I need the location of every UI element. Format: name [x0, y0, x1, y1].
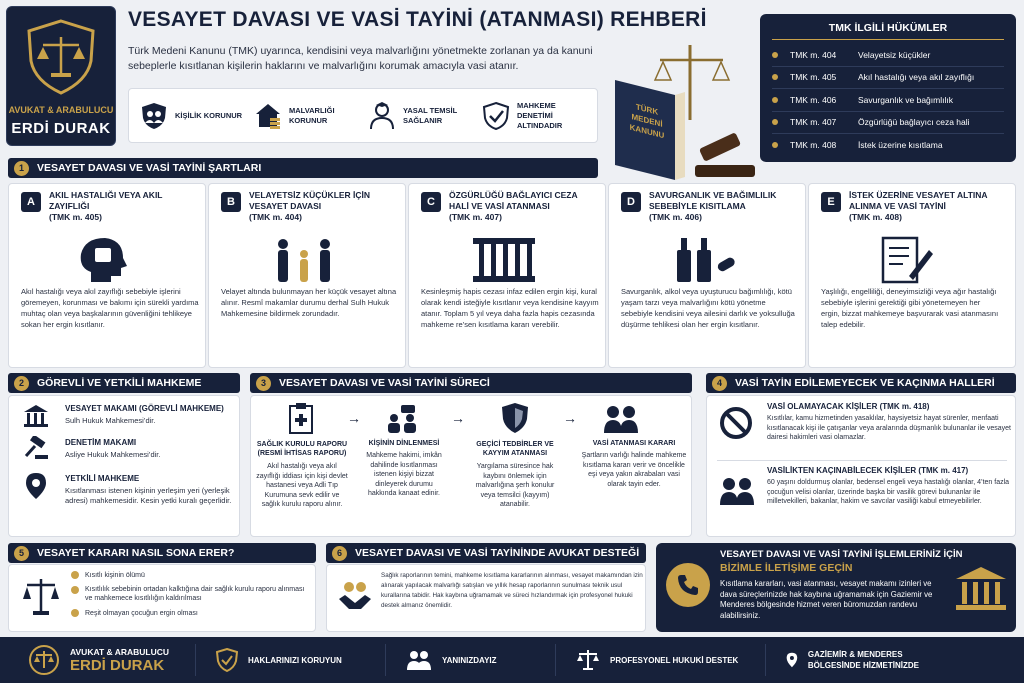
brand-line1: AVUKAT & ARABULUCU: [8, 105, 114, 115]
step-title: KİŞİNİN DİNLENMESİ: [368, 440, 440, 447]
law-book-illustration: [605, 40, 755, 185]
exclusion-title: VASİLİKTEN KAÇINABİLECEK KİŞİLER (TMK m. 417): [767, 466, 969, 475]
medical-report-icon: [287, 402, 315, 434]
shield-people-icon: [139, 101, 169, 131]
family-icon: [269, 236, 339, 284]
step-title: GEÇİCİ TEDBİRLER VE KAYYIM ATANMASI: [476, 441, 554, 457]
section-title: VESAYET KARARI NASIL SONA ERER?: [37, 547, 235, 559]
people-chat-icon: [385, 404, 421, 434]
card-title: İSTEK ÜZERİNE VESAYET ALTINA ALINMA VE VASİ TAYİNİ: [849, 190, 988, 211]
head-puzzle-icon: [69, 236, 139, 284]
intro-text: Türk Medeni Kanunu (TMK) uyarınca, kendisini veya malvarlığını yönetmekte zorlanan ya da kanuni sebeplerle kısıtlanan kişilerin haklarını ve malvarlığını korumak amacıyla vasi atanır.: [128, 45, 593, 72]
court-title: DENETİM MAKAMI: [65, 438, 137, 447]
section-number: 5: [14, 546, 29, 561]
card-text: Savurganlık, alkol veya uyuşturucu bağımlılığı, kötü yaşam tarzı veya malvarlığını kötü yönetme sebebiyle kendisini veya ailesini darlık ve yoksulluğa düşürme tehlikesi olan her ergin kısıtlanır.: [621, 287, 795, 329]
tmk-article: TMK m. 407: [790, 117, 837, 128]
brand-line2: ERDİ DURAK: [11, 120, 111, 137]
badge-label: MAHKEME DENETİMİ ALTINDADIR: [517, 100, 563, 130]
card-ref: (TMK m. 406): [649, 212, 702, 222]
section-number: 3: [256, 376, 271, 391]
step-title: SAĞLIK KURULU RAPORU (RESMİ İHTİSAS RAPORU): [256, 441, 348, 457]
courthouse-icon: [954, 565, 1008, 613]
arrow-right-icon: →: [451, 410, 465, 426]
contact-text: Kısıtlama kararları, vasi atanması, vesayet makamı izinleri ve dava süreçlerinizde hak kaybına uğramamak için Gaziemir ve Menderes bölgesinde hizmet veren büromuzdan randevu alabilirsiniz.: [720, 579, 933, 620]
tmk-panel: [760, 14, 1016, 162]
card-letter: B: [221, 192, 241, 212]
section-5-header: [8, 543, 316, 563]
tmk-row: [772, 112, 1004, 135]
condition-card-e: [808, 183, 1016, 368]
step-title: VASİ ATANMASI KARARI: [592, 440, 676, 447]
tmk-title: TMK İLGİLİ HÜKÜMLER: [772, 22, 1004, 40]
shield-check-icon: [481, 101, 511, 131]
support-text: Sağlık raporlarının temini, mahkeme kısıtlama kararlarının alınması, vesayet makamından izin alınarak yapılacak malvarlığı satışları ve yıllık hesap raporlarının sunulması teknik usul kurallarına tabidir. Hak kaybına uğramamak ve süreci hızlandırmak için profesyonel hukuki destek almanız önemlidir.: [381, 572, 643, 609]
tmk-article: TMK m. 405: [790, 72, 837, 83]
footer-text: HAKLARINIZI KORUYUN: [248, 655, 342, 665]
footer-text: YANINIZDAYIZ: [442, 655, 497, 665]
tmk-row: [772, 44, 1004, 67]
scales-shield-icon: [21, 17, 101, 97]
section-title: VESAYET DAVASI VE VASİ TAYİNİ ŞARTLARI: [37, 162, 262, 174]
badge-label: YASAL TEMSİL SAĞLANIR: [403, 105, 458, 125]
location-pin-icon: [786, 648, 798, 672]
termination-item: [71, 585, 311, 603]
arrow-right-icon: →: [347, 410, 361, 426]
footer-text: GAZİEMİR & MENDERES BÖLGESİNDE HİZMETİNİZDE: [807, 650, 919, 670]
hands-coins-icon: [337, 579, 373, 615]
exclusion-panel: [706, 395, 1016, 537]
card-text: Yaşlılığı, engelliliği, deneyimsizliği veya ağır hastalığı sebebiyle işlerini gerektiği gibi yönetemeyen her ergin, bizzat mahkemeye başvurarak vasi atanmasını talep edebilir.: [821, 287, 999, 329]
page-title: VESAYET DAVASI VE VASİ TAYİNİ (ATANMASI) REHBERİ: [128, 8, 707, 31]
document-pen-icon: [869, 236, 939, 284]
section-number: 6: [332, 546, 347, 561]
card-text: Akıl hastalığı veya akıl zayıflığı sebebiyle işlerini göremeyen, korunması ve bakımı için sürekli yardıma muhtaç olan veya başkalarının güvenliğini tehlikeye sokan her ergin kısıtlanır.: [21, 287, 199, 329]
termination-item: [71, 609, 311, 618]
card-title: ÖZGÜRLÜĞÜ BAĞLAYICI CEZA HALİ VE VASİ ATANMASI: [449, 190, 578, 211]
shield-check-icon: [216, 648, 238, 672]
footer-item: [555, 644, 765, 676]
step-text: Akıl hastalığı veya akıl zayıflığı iddiası için kişi devlet hastanesi veya Adli Tıp Kurumuna sevk edilir ve sağlık kurulu raporu alınır.: [256, 463, 348, 508]
contact-line2: BİZİMLE İLETİŞİME GEÇİN: [720, 562, 853, 574]
person-icon: [367, 101, 397, 131]
card-letter: E: [821, 192, 841, 212]
contact-line1: VESAYET DAVASI VE VASİ TAYİNİ İŞLEMLERİNİZ İÇİN: [720, 549, 963, 560]
footer-brand-line1: AVUKAT & ARABULUCU: [70, 646, 169, 657]
card-title: VELAYETSİZ KÜÇÜKLER İÇİN VESAYET DAVASI: [249, 190, 371, 211]
section-title: VASİ TAYİN EDİLEMEYECEK VE KAÇINMA HALLERİ: [735, 377, 995, 389]
badge-property: [253, 101, 359, 131]
footer-brand: [0, 644, 195, 676]
court-title: VESAYET MAKAMI (GÖREVLİ MAHKEME): [65, 404, 224, 413]
badge-representation: [367, 101, 473, 131]
section-3-header: [250, 373, 692, 393]
termination-item: [71, 571, 311, 580]
prison-bars-icon: [469, 236, 539, 284]
exclusion-title: VASİ OLAMAYACAK KİŞİLER (TMK m. 418): [767, 402, 930, 411]
court-text: Kısıtlanması istenen kişinin yerleşim yeri (yerleşik adresi) mahkemesidir. Kesin yetki kuralı geçerlidir.: [65, 486, 232, 505]
condition-card-b: [208, 183, 406, 368]
court-panel: [8, 395, 240, 537]
scales-icon: [576, 649, 600, 671]
card-ref: (TMK m. 408): [849, 212, 902, 222]
card-ref: (TMK m. 407): [449, 212, 502, 222]
prohibited-icon: [719, 406, 753, 440]
badge-supervision: [481, 101, 587, 131]
footer-bar: [0, 637, 1024, 683]
condition-card-d: [608, 183, 806, 368]
termination-text: Reşit olmayan çocuğun ergin olması: [85, 610, 198, 617]
exclusion-text: Kısıtlılar, kamu hizmetinden yasaklılar, haysiyetsiz hayat sürenler, menfaati kısıtlanacak kişi ile çatışanlar veya aralarında düşmanlık bulunanlar ile vesayet dairesi hakimleri vasi olamazlar.: [767, 415, 1011, 441]
contact-panel: [656, 543, 1016, 632]
section-number: 2: [14, 376, 29, 391]
courthouse-icon: [23, 404, 49, 428]
footer-item: [195, 644, 385, 676]
brand-logo: [6, 6, 116, 146]
process-panel: [250, 395, 692, 537]
step-text: Şartların varlığı halinde mahkeme kısıtlama kararı verir ve öncelikle eşi veya yakın akrabaları vasi olarak tayin eder.: [581, 452, 687, 488]
tmk-text: Savurganlık ve bağımlılık: [858, 94, 953, 105]
tmk-row: [772, 67, 1004, 90]
tmk-article: TMK m. 406: [790, 94, 837, 105]
phone-icon[interactable]: [666, 563, 710, 607]
feature-badges: [128, 88, 598, 143]
tmk-article: TMK m. 408: [790, 140, 837, 151]
tmk-text: Velayetsiz küçükler: [858, 49, 931, 60]
exclusion-text: 60 yaşını doldurmuş olanlar, bedensel engeli veya hastalığı olanlar, 4’ten fazla çocuğun velisi olanlar, üzerinde başka bir vasilik görevi bulunanlar ile milletvekilleri, bakanlar, hakim ve savcılar vasiliği kabul etmeyebilirler.: [767, 479, 1010, 505]
step-text: Mahkeme hakimi, imkân dahilinde kısıtlanması istenen kişiyi bizzat dinleyerek durumu hakkında kanaat edinir.: [366, 452, 442, 497]
section-title: GÖREVLİ VE YETKİLİ MAHKEME: [37, 377, 202, 389]
shield-icon: [501, 402, 529, 434]
termination-panel: [8, 564, 316, 632]
section-number: 1: [14, 161, 29, 176]
termination-text: Kısıtlılık sebebinin ortadan kalktığına dair sağlık kurulu raporu alınması ve mahkemece kısıtlılığın kaldırılması: [85, 586, 305, 602]
book-title: TÜRK MEDENİ KANUNU: [629, 102, 665, 141]
section-2-header: [8, 373, 240, 393]
footer-brand-line2: ERDİ DURAK: [70, 656, 165, 674]
card-letter: C: [421, 192, 441, 212]
footer-item: [765, 644, 965, 676]
footer-item: [385, 644, 555, 676]
scales-circle-icon: [28, 644, 60, 676]
section-1-header: [8, 158, 598, 178]
court-text: Asliye Hukuk Mahkemesi’dir.: [65, 450, 161, 459]
location-pin-icon: [25, 472, 47, 500]
card-title: AKIL HASTALIĞI VEYA AKIL ZAYIFLIĞI: [49, 190, 163, 211]
tmk-text: İstek üzerine kısıtlama: [858, 140, 943, 151]
people-group-icon: [719, 476, 755, 506]
tmk-text: Akıl hastalığı veya akıl zayıflığı: [858, 72, 975, 83]
two-people-icon: [603, 404, 639, 434]
bottles-pills-icon: [669, 236, 739, 284]
card-ref: (TMK m. 404): [249, 212, 302, 222]
section-title: VESAYET DAVASI VE VASİ TAYİNİ SÜRECİ: [279, 377, 490, 389]
tmk-row: [772, 89, 1004, 112]
footer-text: PROFESYONEL HUKUKİ DESTEK: [610, 655, 739, 665]
step-text: Yargılama süresince hak kaybını önlemek için malvarlığına şerh konulur veya temsilci (kayyım) atanabilir.: [475, 463, 555, 508]
card-letter: A: [21, 192, 41, 212]
card-text: Kesinleşmiş hapis cezası infaz edilen ergin kişi, kural olarak kendi isteğiyle kısıtlanır veya kendisine kayyım atanır. Toplam 5 yıl veya daha fazla hapis cezasında mahkeme re’sen kısıtlama kararı verebilir.: [421, 287, 599, 329]
gavel-icon: [23, 436, 49, 460]
tmk-text: Özgürlüğü bağlayıcı ceza hali: [858, 117, 970, 128]
section-4-header: [706, 373, 1016, 393]
section-number: 4: [712, 376, 727, 391]
tmk-article: TMK m. 404: [790, 49, 837, 60]
badge-label: KİŞİLİK KORUNUR: [175, 110, 243, 120]
scales-icon: [21, 577, 61, 617]
card-text: Velayet altında bulunmayan her küçük vesayet altına alınır. Resmî makamlar durumu derhal Sulh Hukuk Mahkemesine bildirmek zorundadır.: [221, 287, 397, 318]
card-letter: D: [621, 192, 641, 212]
badge-label: MALVARLIĞI KORUNUR: [289, 105, 335, 125]
section-6-header: [326, 543, 646, 563]
condition-card-c: [408, 183, 606, 368]
condition-card-a: [8, 183, 206, 368]
section-title: VESAYET DAVASI VE VASİ TAYİNİNDE AVUKAT DESTEĞİ: [355, 547, 640, 559]
tmk-row: [772, 134, 1004, 157]
card-title: SAVURGANLIK VE BAĞIMLILIK SEBEBİYLE KISITLAMA: [649, 190, 777, 211]
arrow-right-icon: →: [563, 410, 577, 426]
court-text: Sulh Hukuk Mahkemesi’dir.: [65, 416, 156, 425]
badge-personality: [139, 101, 245, 131]
card-ref: (TMK m. 405): [49, 212, 102, 222]
court-title: YETKİLİ MAHKEME: [65, 474, 140, 483]
house-coins-icon: [253, 101, 283, 131]
termination-text: Kısıtlı kişinin ölümü: [85, 572, 145, 579]
two-people-icon: [406, 649, 432, 671]
lawyer-support-panel: [326, 564, 646, 632]
